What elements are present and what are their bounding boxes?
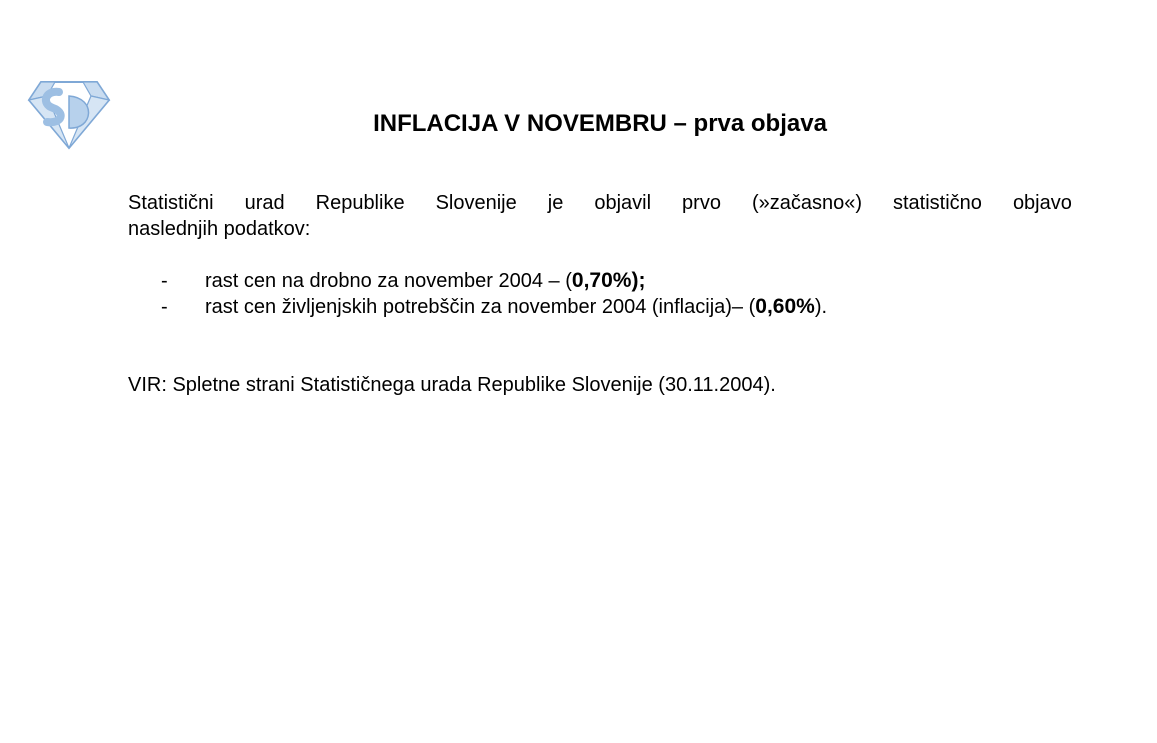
list-bullet: - (161, 296, 168, 318)
list-item-value: 0,60% (755, 295, 815, 318)
intro-line-2: naslednjih podatkov: (128, 218, 311, 240)
intro-word: prvo (682, 192, 721, 214)
list-item-label: rast cen življenjskih potrebščin za november 2004 (inflacija)– ( (205, 296, 756, 318)
intro-word: Slovenije (435, 192, 517, 214)
list-bullet: - (161, 270, 168, 292)
intro-line-1 (128, 190, 1072, 216)
intro-word: objavil (594, 192, 652, 214)
list-item-value: 0,70%); (571, 269, 646, 292)
intro-word: objavo (1012, 192, 1072, 214)
list-item-suffix: ). (814, 296, 828, 318)
intro-word: Statistični (128, 192, 214, 214)
intro-paragraph (128, 190, 1072, 242)
intro-word: Republike (315, 192, 405, 214)
list-item-inflation (128, 294, 1072, 320)
list-item-text (205, 268, 645, 294)
data-list (128, 268, 1072, 320)
intro-word: urad (244, 192, 285, 214)
list-item-label: rast cen na drobno za november 2004 – ( (205, 270, 572, 292)
list-item-text (205, 294, 827, 320)
intro-word: statistično (893, 192, 982, 214)
list-item-retail-prices (128, 268, 1072, 294)
intro-word: je (547, 192, 564, 214)
intro-word: (»začasno«) (751, 192, 862, 214)
page-title: INFLACIJA V NOVEMBRU – prva objava (373, 110, 827, 137)
source-note: VIR: Spletne strani Statističnega urada Republike Slovenije (30.11.2004). (128, 374, 776, 396)
